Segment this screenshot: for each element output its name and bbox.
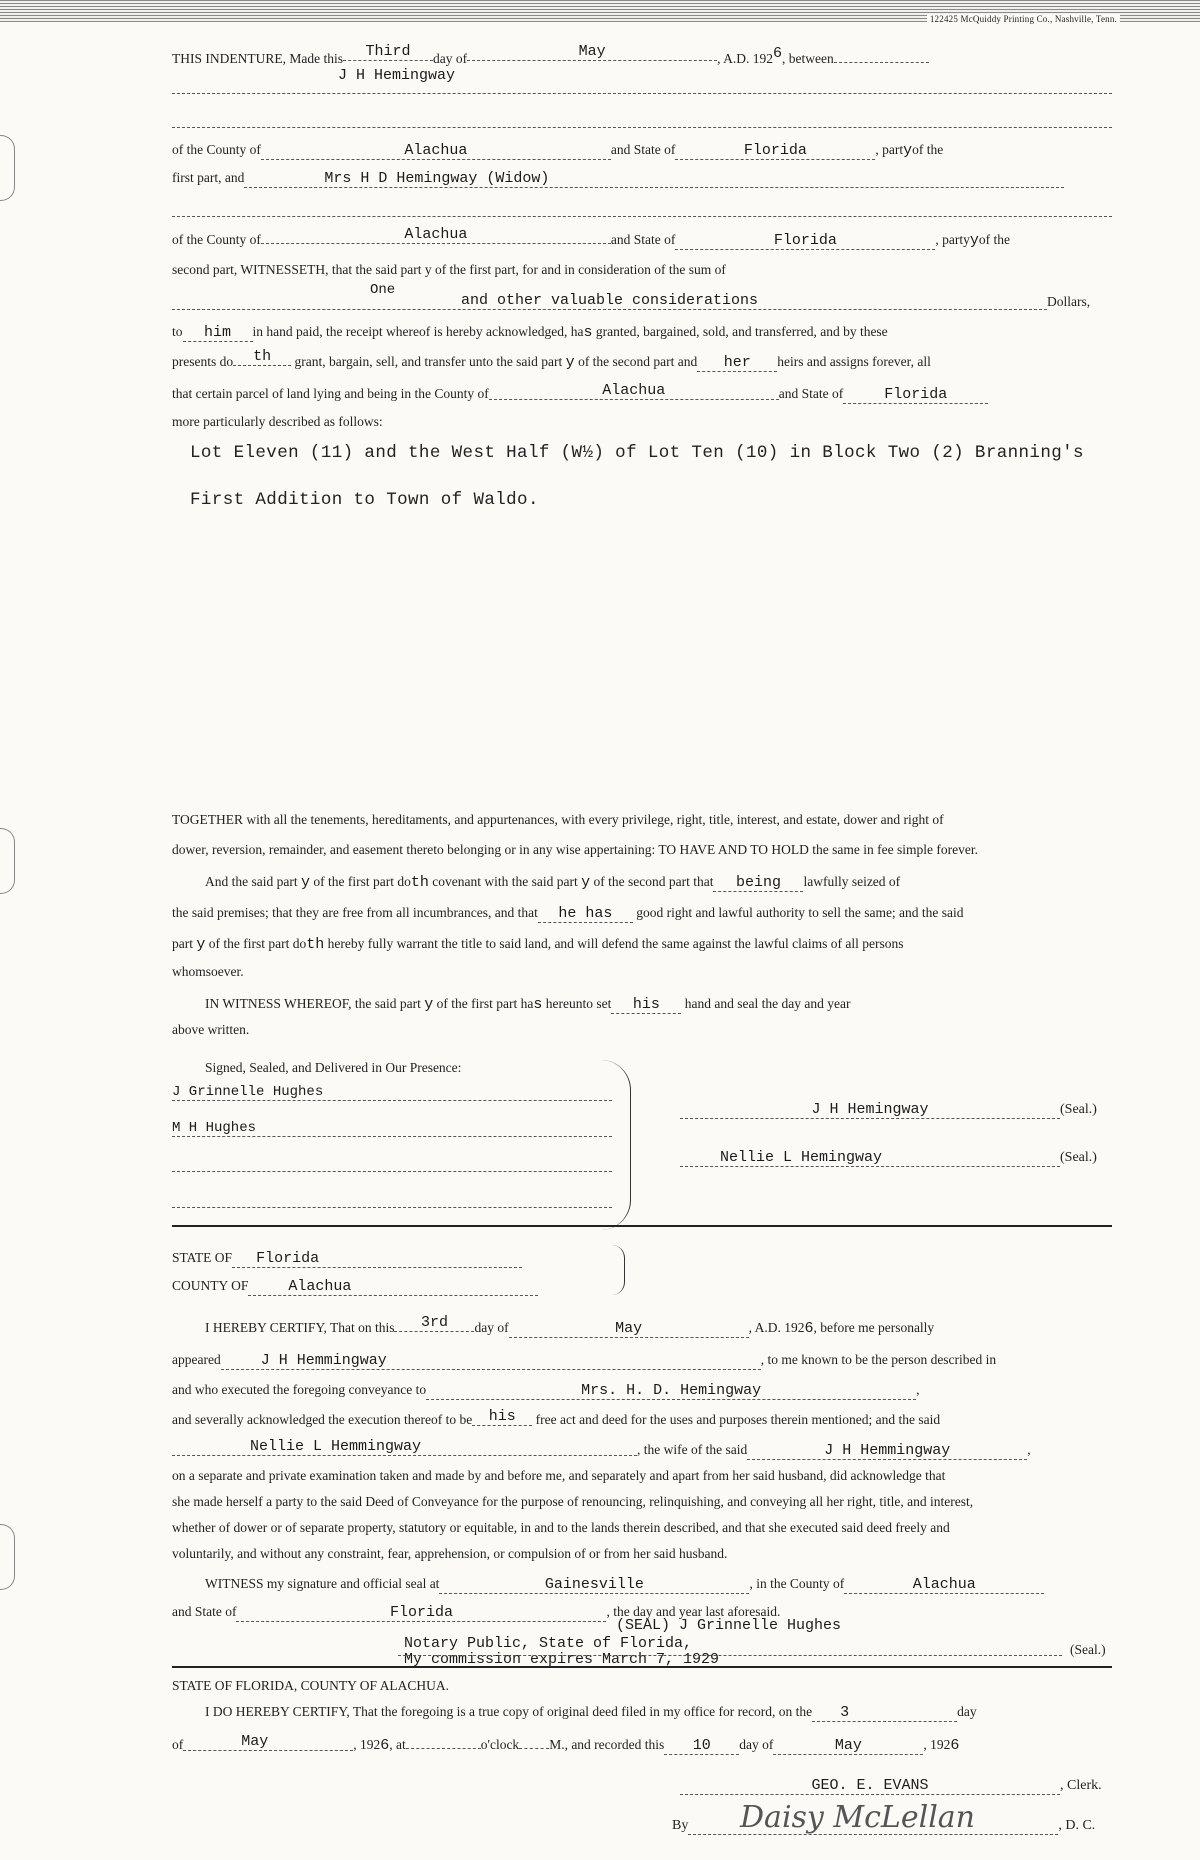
wife-line: Nellie L Hemmingway , the wife of the said J H Hemmingway , (172, 1440, 1112, 1460)
section-divider-1 (172, 1225, 1112, 1227)
notary-seal-label: (Seal.) (1070, 1642, 1106, 1657)
grantor-signature: J H Hemingway (Seal.) (680, 1102, 1097, 1119)
ack-state-line: STATE OF Florida (172, 1248, 1112, 1268)
binder-hole-top (0, 135, 15, 201)
ack-paragraph-line-3: whether of dower or of separate property, statutory or equitable, in and to the lands therein described, and that she executed said deed freely and (172, 1520, 950, 1535)
certify-line: I HEREBY CERTIFY, That on this 3rd day of May , A.D. 1926, before me personally (205, 1314, 935, 1337)
land-description-line-2: First Addition to Town of Waldo. (190, 490, 539, 510)
witness-signature-1: J Grinnelle Hughes (172, 1084, 612, 1101)
whomsoever-line: whomsoever. (172, 964, 244, 979)
covenant-line-2: the said premises; that they are free from all incumbrances, and that he has good right and lawful authority to sell the same; and the said (172, 905, 964, 922)
appeared-line: appeared J H Hemmingway , to me known to be the person described in (172, 1352, 997, 1369)
ack-paragraph-line-1: on a separate and private examination taken and made by and before me, and separately and apart from her said husband, did acknowledge that (172, 1468, 946, 1483)
record-date-line: of May , 1926, at o'clock M., and recorded this 10 day of May , 1926 (172, 1733, 960, 1754)
habendum-line-1: TOGETHER with all the tenements, hereditaments, and appurtenances, with every privilege, right, title, interest, and estate, dower and right of (172, 812, 944, 827)
receipt-line: to him in hand paid, the receipt whereof is hereby acknowledged, has granted, bargained, sold, and transferred, and by these (172, 324, 888, 341)
first-party-name: J H Hemingway (338, 67, 456, 84)
signature-brace (600, 1060, 631, 1230)
habendum-line-2: dower, reversion, remainder, and easement thereto belonging or in any wise appertaining: TO HAVE AND TO HOLD the same in fee simple forever. (172, 842, 978, 857)
ack-paragraph-line-2: she made herself a party to the said Deed of Conveyance for the purpose of renouncing, relinquishing, and conveying all her right, title, and interest, (172, 1494, 974, 1509)
binder-hole-middle (0, 828, 15, 894)
binder-hole-bottom (0, 1524, 15, 1590)
notary-commission: My commission expires March 7, 1929 (404, 1651, 720, 1668)
made-day: Third (343, 44, 433, 61)
notary-name: (SEAL) J Grinnelle Hughes (616, 1617, 842, 1634)
second-party-county-line: of the County of Alachua and State of Florida , partyyof the (172, 226, 1010, 249)
ack-paragraph-line-4: voluntarily, and without any constraint, fear, apprehension, or compulsion of or from her said husband. (172, 1546, 728, 1561)
executed-line: and who executed the foregoing conveyance to Mrs. H. D. Hemingway , (172, 1382, 920, 1399)
first-party-county-line: of the County of Alachua and State of Florida , partyof the (172, 142, 944, 159)
land-description-line-1: Lot Eleven (11) and the West Half (W½) of Lot Ten (10) in Block Two (2) Branning's (190, 443, 1084, 463)
presents-line: presents do th grant, bargain, sell, and transfer unto the said part y of the second part and her heirs and assigns forever, all (172, 348, 931, 371)
second-party-line: first part, and Mrs H D Hemingway (Widow) (172, 168, 1112, 188)
witness-signature-2: M H Hughes (172, 1120, 612, 1137)
record-certify-line: I DO HEREBY CERTIFY, That the foregoing is a true copy of original deed filed in my office for record, on the 3 day (205, 1704, 977, 1721)
ack-county-line: COUNTY OF Alachua (172, 1276, 1112, 1296)
clerk-line: GEO. E. EVANS , Clerk. (680, 1778, 1102, 1795)
indenture-line: THIS INDENTURE, Made this Third day of May , A.D. 1926, between (172, 48, 1112, 70)
made-month: May (467, 44, 717, 61)
above-written-line: above written. (172, 1022, 250, 1037)
witness-whereof-line: IN WITNESS WHEREOF, the said part y of the first part has hereunto set his hand and seal the day and year (205, 996, 851, 1013)
notary-title: Notary Public, State of Florida, (404, 1635, 693, 1652)
covenant-line-1: And the said part y of the first part doth covenant with the said part y of the second part that being lawfully seized of (205, 874, 901, 891)
consideration-line: and other valuable considerations Dollars, (172, 292, 1112, 312)
covenant-line-3: part y of the first part doth hereby fully warrant the title to said land, and will defend the same against the lawful claims of all persons (172, 936, 904, 953)
signed-sealed-heading: Signed, Sealed, and Delivered in Our Presence: (205, 1060, 462, 1075)
witnesseth-line: second part, WITNESSETH, that the said part y of the first part, for and in consideration of the sum of (172, 262, 726, 277)
printer-imprint: 122425 McQuiddy Printing Co., Nashville, Tenn. (927, 14, 1120, 24)
record-heading: STATE OF FLORIDA, COUNTY OF ALACHUA. (172, 1678, 450, 1693)
section-divider-2 (172, 1666, 1112, 1668)
described-line: more particularly described as follows: (172, 414, 383, 429)
deputy-clerk-signature: Daisy McLellan (740, 1800, 976, 1835)
parcel-line: that certain parcel of land lying and being in the County of Alachua and State of Florida (172, 384, 1112, 404)
ack-brace (612, 1245, 625, 1295)
grantor-wife-signature: Nellie L Hemingway (Seal.) (680, 1150, 1097, 1167)
acknowledged-line: and severally acknowledged the execution thereof to be his free act and deed for the uses and purposes therein mentioned; and the said (172, 1408, 941, 1427)
witness-seal-line: WITNESS my signature and official seal at Gainesville , in the County of Alachua (205, 1574, 1145, 1594)
consideration-one: One (370, 282, 396, 298)
notary-state-line: and State of Florida , the day and year last aforesaid. (172, 1604, 781, 1621)
deputy-clerk-line: By , D. C. (672, 1818, 1096, 1833)
